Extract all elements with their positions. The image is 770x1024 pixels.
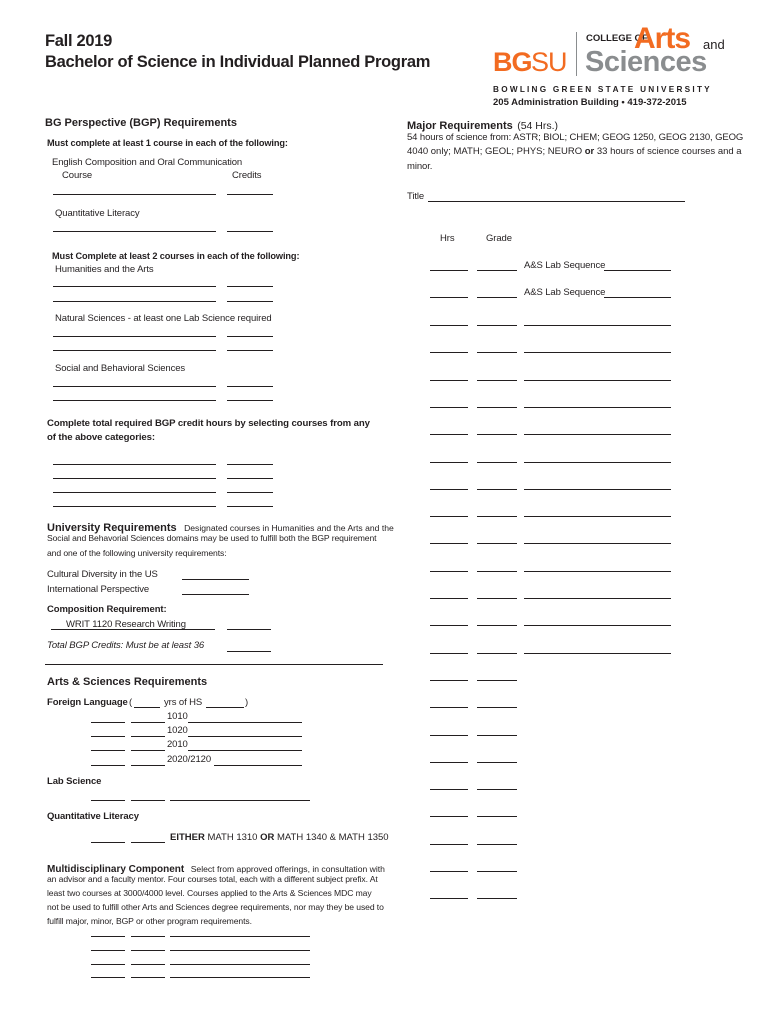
lab-science-label: Lab Science — [47, 776, 102, 787]
course-title-line[interactable] — [170, 800, 310, 801]
university-desc-1: Designated courses in Humanities and the Arts and the — [184, 523, 394, 533]
title-label: Title — [407, 191, 425, 202]
total-bgp: Total BGP Credits: Must be at least 36 — [47, 640, 205, 651]
credits-line[interactable] — [227, 231, 273, 232]
credits-line[interactable] — [227, 386, 273, 387]
credits-line[interactable] — [227, 286, 273, 287]
grade-line[interactable] — [131, 750, 165, 751]
math2-label: MATH 1340 & MATH 1350 — [277, 832, 389, 843]
humanities-label: Humanities and the Arts — [55, 264, 154, 275]
course-title-line[interactable] — [188, 722, 302, 723]
complete-total-1: Complete total required BGP credit hours by selecting courses from any — [47, 418, 370, 429]
major-grade-line[interactable] — [477, 516, 517, 517]
major-grade-line[interactable] — [477, 462, 517, 463]
foreign-label: Foreign Language — [47, 697, 128, 708]
writ-credits-line[interactable] — [227, 629, 271, 630]
major-grade-line[interactable] — [477, 270, 517, 271]
grade-header: Grade — [486, 233, 512, 244]
hrs-line[interactable] — [91, 800, 125, 801]
major-course-line[interactable] — [524, 625, 671, 626]
course-title-line[interactable] — [170, 964, 310, 965]
credits-label: Credits — [232, 170, 262, 181]
major-course-line[interactable] — [524, 489, 671, 490]
major-grade-line[interactable] — [477, 735, 517, 736]
major-grade-line[interactable] — [477, 543, 517, 544]
major-hrs-line[interactable] — [430, 653, 468, 654]
composition-label: Composition Requirement: — [47, 604, 167, 615]
course-line[interactable] — [53, 350, 216, 351]
major-grade-line[interactable] — [477, 762, 517, 763]
major-hrs-line[interactable] — [430, 352, 468, 353]
credits-line[interactable] — [227, 400, 273, 401]
mdc-desc-2: an advisor and a faculty mentor. Four courses total, each with a different subject prefix. At — [47, 874, 378, 884]
major-hrs-line[interactable] — [430, 571, 468, 572]
course-line[interactable] — [53, 386, 216, 387]
major-hrs-line[interactable] — [430, 844, 468, 845]
course-line[interactable] — [53, 400, 216, 401]
program-title: Bachelor of Science in Individual Planned Program — [45, 53, 431, 71]
paren-close: ) — [245, 697, 249, 708]
major-course-line[interactable] — [524, 543, 671, 544]
major-grade-line[interactable] — [477, 789, 517, 790]
major-hrs-line[interactable] — [430, 735, 468, 736]
section-divider — [45, 664, 383, 665]
major-hrs-line[interactable] — [430, 789, 468, 790]
major-hrs-line[interactable] — [430, 380, 468, 381]
course-line[interactable] — [53, 506, 216, 507]
english-label: English Composition and Oral Communication — [52, 157, 243, 168]
writ-label: WRIT 1120 Research Writing — [66, 619, 186, 630]
yrs-hs-label: yrs of HS — [164, 697, 203, 708]
logo-university: B O W L I N G G R E E N S T A T E U N I V E R S I T Y — [493, 85, 710, 94]
mdc-desc-1: Select from approved offerings, in consultation with — [190, 864, 385, 874]
title-line[interactable] — [428, 201, 685, 202]
international-label: International Perspective — [47, 584, 150, 595]
grade-line[interactable] — [131, 842, 165, 843]
course-1020: 1020 — [167, 725, 188, 736]
credits-line[interactable] — [227, 492, 273, 493]
mdc-desc-5: fulfill major, minor, BGP or other program requirements. — [47, 916, 252, 926]
arts-title: Arts & Sciences Requirements — [47, 676, 208, 688]
major-grade-line[interactable] — [477, 707, 517, 708]
major-hrs-line[interactable] — [430, 816, 468, 817]
major-grade-line[interactable] — [477, 871, 517, 872]
mdc-desc-3: least two courses at 3000/4000 level. Courses applied to the Arts & Sciences MDC may — [47, 888, 372, 898]
major-hrs-line[interactable] — [430, 297, 468, 298]
course-title-line[interactable] — [170, 950, 310, 951]
major-hrs-line[interactable] — [430, 898, 468, 899]
university-desc-3: and one of the following university requirements: — [47, 548, 227, 558]
address: 205 Administration Building • 419-372-2015 — [493, 97, 687, 108]
grade-line[interactable] — [131, 977, 165, 978]
major-hrs-line[interactable] — [430, 434, 468, 435]
social-label: Social and Behavioral Sciences — [55, 363, 186, 374]
major-hrs-line[interactable] — [430, 543, 468, 544]
course-label: Course — [62, 170, 93, 181]
hrs-line[interactable] — [91, 964, 125, 965]
major-hrs: (54 Hrs.) — [517, 120, 559, 132]
course-line[interactable] — [53, 336, 216, 337]
course-line[interactable] — [53, 286, 216, 287]
quant-label: Quantitative Literacy — [55, 208, 140, 219]
yrs-line[interactable] — [134, 707, 160, 708]
grade-line[interactable] — [131, 765, 165, 766]
major-hrs-line[interactable] — [430, 489, 468, 490]
major-desc-2 — [407, 146, 742, 157]
course-line[interactable] — [53, 478, 216, 479]
hrs-line[interactable] — [91, 950, 125, 951]
cultural-line[interactable] — [182, 579, 249, 580]
logo-divider — [576, 32, 577, 76]
credits-line[interactable] — [227, 478, 273, 479]
major-course-line[interactable] — [524, 462, 671, 463]
major-hrs-line[interactable] — [430, 707, 468, 708]
complete-total-2: of the above categories: — [47, 432, 155, 443]
paren-open: ( — [129, 697, 133, 708]
bgp-title: BG Perspective (BGP) Requirements — [45, 117, 237, 129]
major-course-line[interactable] — [524, 325, 671, 326]
major-desc-2a: 4040 only; MATH; GEOL; PHYS; NEURO — [407, 146, 583, 157]
course-line[interactable] — [53, 194, 216, 195]
major-hrs-line[interactable] — [430, 270, 468, 271]
major-desc-3: minor. — [407, 161, 433, 172]
mdc-title: Multidisciplinary Component — [47, 864, 185, 875]
university-title: University Requirements — [47, 522, 177, 534]
course-title-line[interactable] — [188, 736, 302, 737]
hrs-line[interactable] — [91, 936, 125, 937]
major-course-line[interactable] — [524, 434, 671, 435]
course-line[interactable] — [53, 492, 216, 493]
major-course-line[interactable] — [524, 407, 671, 408]
grade-line[interactable] — [131, 950, 165, 951]
grade-line[interactable] — [131, 800, 165, 801]
major-grade-line[interactable] — [477, 489, 517, 490]
credits-line[interactable] — [227, 336, 273, 337]
lab-seq-line[interactable] — [604, 297, 671, 298]
university-desc-2: Social and Behavorial Sciences domains may be used to fulfill both the BGP requirement — [47, 533, 377, 543]
grade-line[interactable] — [131, 936, 165, 937]
mdc-desc-4: not be used to fulfill other Arts and Sciences degree requirements, nor may they be used to — [47, 902, 384, 912]
credits-line[interactable] — [227, 506, 273, 507]
major-grade-line[interactable] — [477, 844, 517, 845]
course-2020: 2020/2120 — [167, 754, 212, 765]
logo-bg: BG — [493, 47, 532, 77]
math-options — [170, 832, 389, 843]
major-hrs-line[interactable] — [430, 625, 468, 626]
major-hrs-line[interactable] — [430, 762, 468, 763]
major-grade-line[interactable] — [477, 380, 517, 381]
major-grade-line[interactable] — [477, 407, 517, 408]
international-line[interactable] — [182, 594, 249, 595]
major-course-line[interactable] — [524, 598, 671, 599]
lab-seq-label: A&S Lab Sequence — [524, 260, 606, 271]
major-grade-line[interactable] — [477, 352, 517, 353]
credits-line[interactable] — [227, 194, 273, 195]
either-label: EITHER — [170, 832, 205, 843]
major-course-line[interactable] — [524, 352, 671, 353]
major-course-line[interactable] — [524, 571, 671, 572]
major-course-line[interactable] — [524, 653, 671, 654]
grade-line[interactable] — [131, 722, 165, 723]
major-grade-line[interactable] — [477, 571, 517, 572]
hrs-line[interactable] — [91, 750, 125, 751]
major-desc-1: 54 hours of science from: ASTR; BIOL; CHEM; GEOG 1250, GEOG 2130, GEOG — [407, 132, 744, 143]
total-bgp-line[interactable] — [227, 651, 271, 652]
major-grade-line[interactable] — [477, 653, 517, 654]
logo-and: and — [703, 37, 725, 52]
credits-line[interactable] — [227, 464, 273, 465]
major-hrs-line[interactable] — [430, 598, 468, 599]
major-title: Major Requirements — [407, 120, 513, 132]
major-grade-line[interactable] — [477, 898, 517, 899]
grade-line[interactable] — [131, 736, 165, 737]
major-hrs-line[interactable] — [430, 325, 468, 326]
major-hrs-line[interactable] — [430, 680, 468, 681]
lab-seq-label: A&S Lab Sequence — [524, 287, 606, 298]
major-grade-line[interactable] — [477, 625, 517, 626]
logo-su: SU — [531, 47, 567, 77]
hrs-line[interactable] — [91, 765, 125, 766]
major-grade-line[interactable] — [477, 434, 517, 435]
hrs-line[interactable] — [91, 842, 125, 843]
major-grade-line[interactable] — [477, 297, 517, 298]
lab-seq-line[interactable] — [604, 270, 671, 271]
bgp-must-two: Must Complete at least 2 courses in each of the following: — [52, 251, 300, 261]
hrs-header: Hrs — [440, 233, 455, 244]
course-line[interactable] — [53, 231, 216, 232]
course-title-line[interactable] — [214, 765, 302, 766]
logo-arts: Arts — [634, 22, 691, 55]
credits-line[interactable] — [227, 350, 273, 351]
hrs-line[interactable] — [91, 722, 125, 723]
hrs-line[interactable] — [91, 736, 125, 737]
major-grade-line[interactable] — [477, 816, 517, 817]
course-line[interactable] — [53, 464, 216, 465]
major-course-line[interactable] — [524, 380, 671, 381]
quant-lit-label: Quantitative Literacy — [47, 811, 139, 822]
course-title-line[interactable] — [188, 750, 302, 751]
yrs-hs-line[interactable] — [206, 707, 244, 708]
logo-college-of: COLLEGE OF — [586, 33, 648, 44]
math1-label: MATH 1310 — [207, 832, 258, 843]
course-title-line[interactable] — [170, 977, 310, 978]
natural-label: Natural Sciences - at least one Lab Science required — [55, 313, 272, 324]
or-label: OR — [260, 832, 275, 843]
grade-line[interactable] — [131, 964, 165, 965]
bgp-must-one: Must complete at least 1 course in each of the following: — [47, 138, 288, 148]
major-grade-line[interactable] — [477, 598, 517, 599]
major-grade-line[interactable] — [477, 325, 517, 326]
major-hrs-line[interactable] — [430, 462, 468, 463]
course-1010: 1010 — [167, 711, 188, 722]
major-grade-line[interactable] — [477, 680, 517, 681]
major-hrs-line[interactable] — [430, 407, 468, 408]
course-line[interactable] — [53, 301, 216, 302]
term-title: Fall 2019 — [45, 32, 113, 50]
major-desc-or: or — [584, 146, 595, 157]
cultural-label: Cultural Diversity in the US — [47, 569, 158, 580]
major-hrs-line[interactable] — [430, 871, 468, 872]
course-title-line[interactable] — [170, 936, 310, 937]
major-desc-2b: 33 hours of science courses and a — [596, 146, 742, 157]
credits-line[interactable] — [227, 301, 273, 302]
logo-sciences: Sciences — [585, 46, 707, 78]
major-hrs-line[interactable] — [430, 516, 468, 517]
course-2010: 2010 — [167, 739, 188, 750]
hrs-line[interactable] — [91, 977, 125, 978]
major-course-line[interactable] — [524, 516, 671, 517]
